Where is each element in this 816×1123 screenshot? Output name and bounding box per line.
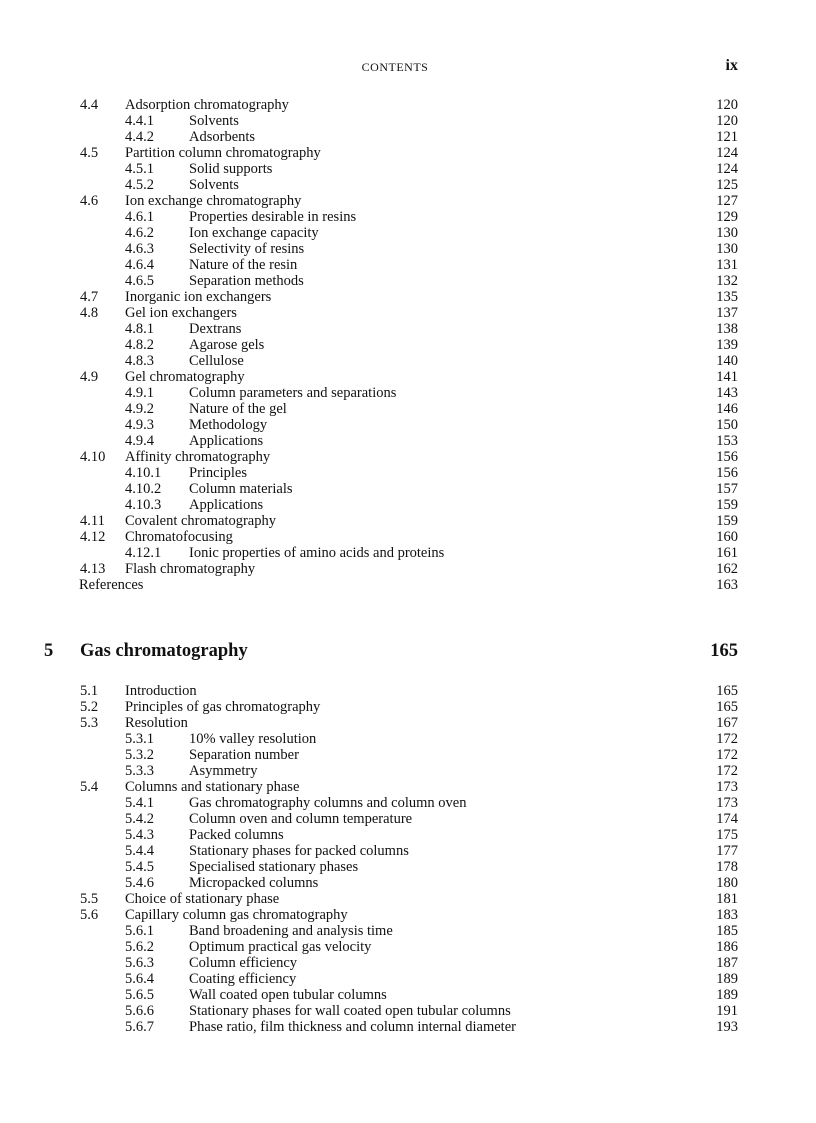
toc-entry-title: Asymmetry [189,763,258,779]
toc-entry-title: Separation number [189,747,299,763]
toc-entry-number: 4.8 [80,305,99,321]
toc-entry-number: 4.5.1 [125,161,154,177]
chapter-page: 165 [710,641,738,661]
toc-entry-number: 4.9.1 [125,385,154,401]
toc-entry-number: 5.6.1 [125,923,154,939]
toc-entry-title: Stationary phases for wall coated open tubular columns [189,1003,511,1019]
toc-entry-title: References [79,577,144,593]
toc-entry-number: 5.6.6 [125,1003,154,1019]
toc-entry-title: Choice of stationary phase [125,891,280,907]
running-head-title: CONTENTS [361,60,429,74]
toc-entry [0,715,816,731]
toc-entry [0,97,816,113]
toc-entry-title: Methodology [189,417,268,433]
toc-entry [0,529,816,545]
toc-entry-title: Column parameters and separations [189,385,397,401]
running-head [0,58,816,78]
toc-entry-number: 4.11 [80,513,105,529]
toc-entry-title: Packed columns [189,827,284,843]
contents-list-chapter-4 [0,97,816,593]
toc-entry [0,843,816,859]
toc-entry-number: 4.7 [80,289,99,305]
toc-entry-title: Columns and stationary phase [125,779,300,795]
toc-entry-number: 4.6.5 [125,273,154,289]
toc-entry-page: 159 [716,497,738,513]
toc-entry [0,955,816,971]
toc-entry [0,305,816,321]
toc-entry-number: 4.5 [80,145,99,161]
toc-entry-title: Applications [189,497,264,513]
toc-entry-page: 130 [716,241,738,257]
toc-entry-page: 177 [716,843,738,859]
toc-entry-title: Column oven and column temperature [189,811,413,827]
toc-entry-page: 127 [716,193,738,209]
toc-entry-number: 4.10.3 [125,497,162,513]
toc-entry-title: Gas chromatography columns and column oven [189,795,467,811]
toc-entry-number: 5.6.4 [125,971,154,987]
toc-entry-page: 124 [716,145,738,161]
toc-entry [0,1003,816,1019]
toc-entry-title: Wall coated open tubular columns [189,987,387,1003]
toc-entry [0,827,816,843]
toc-entry-title: Micropacked columns [189,875,319,891]
toc-entry-number: 4.12 [80,529,106,545]
toc-entry-number: 5.4.3 [125,827,154,843]
toc-entry [0,811,816,827]
toc-entry [0,763,816,779]
toc-entry [0,257,816,273]
toc-entry-number: 5.3.3 [125,763,154,779]
toc-entry [0,577,816,593]
toc-entry [0,923,816,939]
toc-entry-page: 189 [716,987,738,1003]
toc-entry-page: 172 [716,731,738,747]
toc-entry-number: 5.3.2 [125,747,154,763]
toc-entry-title: Applications [189,433,264,449]
toc-entry-page: 162 [716,561,738,577]
toc-entry [0,939,816,955]
toc-entry [0,289,816,305]
toc-entry-number: 5.4.4 [125,843,154,859]
toc-entry [0,369,816,385]
toc-entry [0,193,816,209]
toc-entry-page: 181 [716,891,738,907]
toc-entry [0,971,816,987]
toc-entry [0,779,816,795]
toc-entry-number: 5.6.7 [125,1019,154,1035]
toc-entry-number: 4.9.4 [125,433,154,449]
toc-entry-page: 178 [716,859,738,875]
toc-entry-title: Band broadening and analysis time [189,923,393,939]
toc-entry [0,481,816,497]
toc-entry-page: 173 [716,795,738,811]
toc-entry-number: 4.6.4 [125,257,154,273]
toc-entry-page: 138 [716,321,738,337]
toc-entry-page: 159 [716,513,738,529]
toc-entry-title: Phase ratio, film thickness and column internal diameter [189,1019,516,1035]
toc-entry [0,337,816,353]
toc-entry-number: 5.4.2 [125,811,154,827]
toc-entry-page: 189 [716,971,738,987]
toc-entry [0,747,816,763]
toc-entry-title: Properties desirable in resins [189,209,357,225]
toc-entry-page: 156 [716,465,738,481]
toc-entry-title: Specialised stationary phases [189,859,359,875]
toc-entry [0,795,816,811]
toc-entry-page: 153 [716,433,738,449]
toc-entry [0,683,816,699]
toc-entry-number: 5.3.1 [125,731,154,747]
chapter-title: Gas chromatography [80,641,248,661]
toc-entry-page: 191 [716,1003,738,1019]
toc-entry-number: 5.5 [80,891,99,907]
toc-entry-number: 4.4.1 [125,113,154,129]
toc-entry-number: 4.10.2 [125,481,162,497]
toc-entry-page: 143 [716,385,738,401]
toc-entry-page: 141 [716,369,738,385]
toc-entry-page: 132 [716,273,738,289]
toc-entry-title: Solvents [189,113,239,129]
toc-entry-page: 120 [716,113,738,129]
toc-entry-title: Separation methods [189,273,304,289]
toc-entry-page: 125 [716,177,738,193]
toc-entry-title: Selectivity of resins [189,241,305,257]
toc-entry-number: 5.6 [80,907,99,923]
toc-entry-number: 4.6.2 [125,225,154,241]
toc-entry-number: 5.4 [80,779,99,795]
toc-entry-page: 156 [716,449,738,465]
toc-entry-number: 4.9.3 [125,417,154,433]
toc-entry-number: 5.1 [80,683,99,699]
toc-entry [0,241,816,257]
toc-entry-page: 172 [716,763,738,779]
toc-entry-title: Agarose gels [189,337,265,353]
toc-entry-page: 150 [716,417,738,433]
toc-entry-number: 4.6.1 [125,209,154,225]
toc-entry-number: 5.4.5 [125,859,154,875]
toc-entry-title: Gel chromatography [125,369,245,385]
toc-entry-title: Solvents [189,177,239,193]
toc-entry [0,875,816,891]
toc-entry-page: 172 [716,747,738,763]
toc-entry [0,699,816,715]
toc-entry [0,129,816,145]
toc-entry-title: Stationary phases for packed columns [189,843,409,859]
toc-entry-number: 4.8.1 [125,321,154,337]
toc-entry [0,177,816,193]
toc-entry-title: Ion exchange chromatography [125,193,302,209]
toc-entry [0,353,816,369]
toc-entry-page: 130 [716,225,738,241]
toc-entry-page: 121 [716,129,738,145]
toc-entry-title: Principles of gas chromatography [125,699,321,715]
toc-entry-page: 186 [716,939,738,955]
toc-entry [0,465,816,481]
toc-entry-title: Nature of the gel [189,401,287,417]
toc-entry [0,385,816,401]
toc-entry-number: 5.6.5 [125,987,154,1003]
toc-entry-title: Column efficiency [189,955,298,971]
toc-entry-title: Ion exchange capacity [189,225,319,241]
toc-entry-page: 120 [716,97,738,113]
toc-entry [0,731,816,747]
toc-entry-page: 174 [716,811,738,827]
toc-entry-title: Chromatofocusing [125,529,233,545]
toc-entry-number: 4.5.2 [125,177,154,193]
toc-entry-page: 185 [716,923,738,939]
toc-entry-number: 5.4.1 [125,795,154,811]
toc-entry-page: 183 [716,907,738,923]
toc-entry-number: 4.8.2 [125,337,154,353]
toc-entry-page: 137 [716,305,738,321]
toc-entry-page: 124 [716,161,738,177]
toc-entry-title: Introduction [125,683,197,699]
toc-entry-number: 4.10 [80,449,106,465]
toc-entry [0,497,816,513]
toc-entry [0,891,816,907]
toc-entry-number: 4.10.1 [125,465,162,481]
toc-entry-page: 193 [716,1019,738,1035]
toc-entry-page: 135 [716,289,738,305]
toc-entry-number: 4.9.2 [125,401,154,417]
toc-entry [0,987,816,1003]
toc-entry [0,859,816,875]
toc-entry-title: Adsorbents [189,129,256,145]
toc-entry-number: 4.9 [80,369,99,385]
toc-entry [0,113,816,129]
toc-entry-page: 165 [716,699,738,715]
toc-entry-page: 187 [716,955,738,971]
toc-entry-title: 10% valley resolution [189,731,317,747]
chapter-number: 5 [44,641,54,661]
toc-entry [0,907,816,923]
toc-entry-title: Solid supports [189,161,273,177]
toc-entry-page: 175 [716,827,738,843]
toc-entry-page: 139 [716,337,738,353]
toc-entry-title: Resolution [125,715,188,731]
toc-entry-title: Optimum practical gas velocity [189,939,372,955]
toc-entry [0,321,816,337]
toc-entry [0,433,816,449]
toc-entry [0,273,816,289]
page-number: ix [725,57,738,74]
toc-entry [0,401,816,417]
toc-entry-title: Cellulose [189,353,244,369]
toc-entry-number: 5.2 [80,699,99,715]
toc-entry [0,161,816,177]
toc-entry-title: Inorganic ion exchangers [125,289,272,305]
toc-entry-number: 4.6 [80,193,99,209]
toc-entry-number: 5.3 [80,715,99,731]
toc-entry-number: 4.12.1 [125,545,162,561]
toc-entry-title: Flash chromatography [125,561,256,577]
toc-entry-title: Coating efficiency [189,971,297,987]
toc-entry-number: 5.6.3 [125,955,154,971]
toc-entry-number: 5.6.2 [125,939,154,955]
toc-entry-page: 157 [716,481,738,497]
toc-entry-title: Covalent chromatography [125,513,276,529]
toc-entry [0,449,816,465]
toc-entry-title: Gel ion exchangers [125,305,237,321]
toc-entry-title: Nature of the resin [189,257,298,273]
toc-entry-title: Ionic properties of amino acids and proteins [189,545,445,561]
toc-entry [0,145,816,161]
toc-entry-title: Partition column chromatography [125,145,321,161]
toc-entry-number: 4.13 [80,561,106,577]
chapter-heading [0,641,816,663]
toc-entry-title: Affinity chromatography [125,449,271,465]
toc-entry [0,209,816,225]
toc-entry-page: 180 [716,875,738,891]
toc-entry-number: 4.6.3 [125,241,154,257]
toc-entry-page: 167 [716,715,738,731]
toc-entry [0,417,816,433]
toc-entry-page: 161 [716,545,738,561]
toc-entry [0,1019,816,1035]
toc-entry-page: 129 [716,209,738,225]
toc-entry-page: 163 [716,577,738,593]
toc-entry-number: 4.4 [80,97,99,113]
toc-entry-title: Adsorption chromatography [125,97,289,113]
toc-entry-page: 173 [716,779,738,795]
toc-entry-page: 131 [716,257,738,273]
toc-entry [0,225,816,241]
toc-entry-number: 5.4.6 [125,875,154,891]
toc-entry-title: Capillary column gas chromatography [125,907,348,923]
toc-entry-page: 146 [716,401,738,417]
toc-entry-title: Column materials [189,481,293,497]
toc-entry-title: Principles [189,465,247,481]
toc-entry-number: 4.8.3 [125,353,154,369]
toc-entry-title: Dextrans [189,321,242,337]
toc-entry [0,561,816,577]
contents-list-chapter-5 [0,683,816,1035]
toc-entry-page: 160 [716,529,738,545]
toc-entry-page: 165 [716,683,738,699]
toc-entry [0,545,816,561]
toc-entry-page: 140 [716,353,738,369]
toc-entry [0,513,816,529]
toc-entry-number: 4.4.2 [125,129,154,145]
